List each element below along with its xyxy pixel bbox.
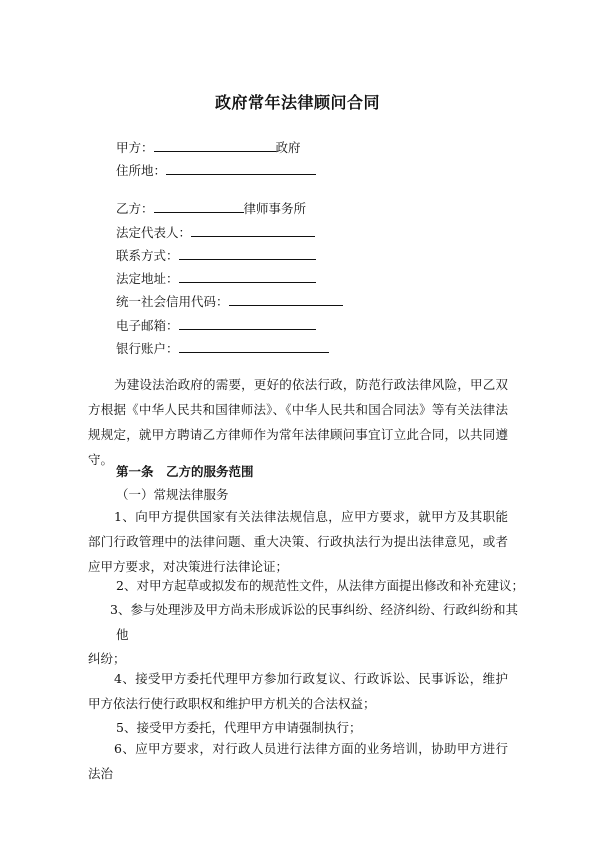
legal-address-blank[interactable] <box>179 268 316 283</box>
party-b-suffix: 律师事务所 <box>243 201 307 216</box>
clause-item-4: 4、接受甲方委托代理甲方参加行政复议、行政诉讼、民事诉讼，维护甲方依法行使行政职权和维护甲方机关的合法权益； <box>88 671 508 711</box>
legal-rep-field <box>116 222 315 240</box>
contact-blank[interactable] <box>179 245 316 260</box>
article1-heading: 第一条 乙方的服务范围 <box>116 464 254 479</box>
bank-account-blank[interactable] <box>179 338 329 353</box>
legal-rep-blank[interactable] <box>191 222 315 237</box>
legal-rep-label: 法定代表人： <box>116 225 192 240</box>
legal-address-label: 法定地址： <box>116 271 179 286</box>
party-a-suffix: 政府 <box>275 140 301 155</box>
contact-label: 联系方式： <box>116 248 179 263</box>
clause-item-5: 5、接受甲方委托，代理甲方申请强制执行； <box>116 720 362 735</box>
credit-code-label: 统一社会信用代码： <box>116 294 229 309</box>
party-a-address-field <box>116 160 316 178</box>
clause-item-3-end: 纠纷； <box>88 651 126 666</box>
party-b-field <box>116 198 306 216</box>
legal-address-field <box>116 268 316 286</box>
bank-account-field <box>116 338 329 356</box>
credit-code-blank[interactable] <box>229 291 343 306</box>
intro-paragraph: 为建设法治政府的需要，更好的依法行政，防范行政法律风险，甲乙双方根据《中华人民共和国律师法》、《中华人民共和国合同法》等有关法律法规规定，就甲方聘请乙方律师作为常年法律顾问事宜订立此合同，以共同遵守。 <box>88 377 508 467</box>
bank-account-label: 银行账户： <box>116 341 179 356</box>
email-label: 电子邮箱： <box>116 318 179 333</box>
email-blank[interactable] <box>179 315 316 330</box>
email-field <box>116 315 316 333</box>
clause-item-6: 6、应甲方要求，对行政人员进行法律方面的业务培训，协助甲方进行法治 <box>88 741 508 781</box>
article1-subheading: （一）常规法律服务 <box>116 487 229 502</box>
party-b-blank[interactable] <box>154 198 244 213</box>
party-b-label: 乙方： <box>116 201 154 216</box>
credit-code-field <box>116 291 343 309</box>
clause-item-3-cont: 他 <box>116 627 129 642</box>
party-a-address-label: 住所地： <box>116 163 167 178</box>
clause-item-3: 3、参与处理涉及甲方尚未形成诉讼的民事纠纷、经济纠纷、行政纠纷和其 <box>110 602 518 617</box>
party-a-address-blank[interactable] <box>166 160 316 175</box>
clause-item-2: 2、对甲方起草或拟发布的规范性文件，从法律方面提出修改和补充建议； <box>116 578 524 593</box>
party-a-field <box>116 137 301 155</box>
document-title: 政府常年法律顾问合同 <box>214 93 380 112</box>
clause-item-1: 1、向甲方提供国家有关法律法规信息，应甲方要求，就甲方及其职能部门行政管理中的法律问题、重大决策、行政执法行为提出法律意见，或者应甲方要求，对决策进行法律论证； <box>88 509 508 574</box>
party-a-label: 甲方： <box>116 140 154 155</box>
contact-field <box>116 245 316 263</box>
party-a-blank[interactable] <box>154 137 276 152</box>
